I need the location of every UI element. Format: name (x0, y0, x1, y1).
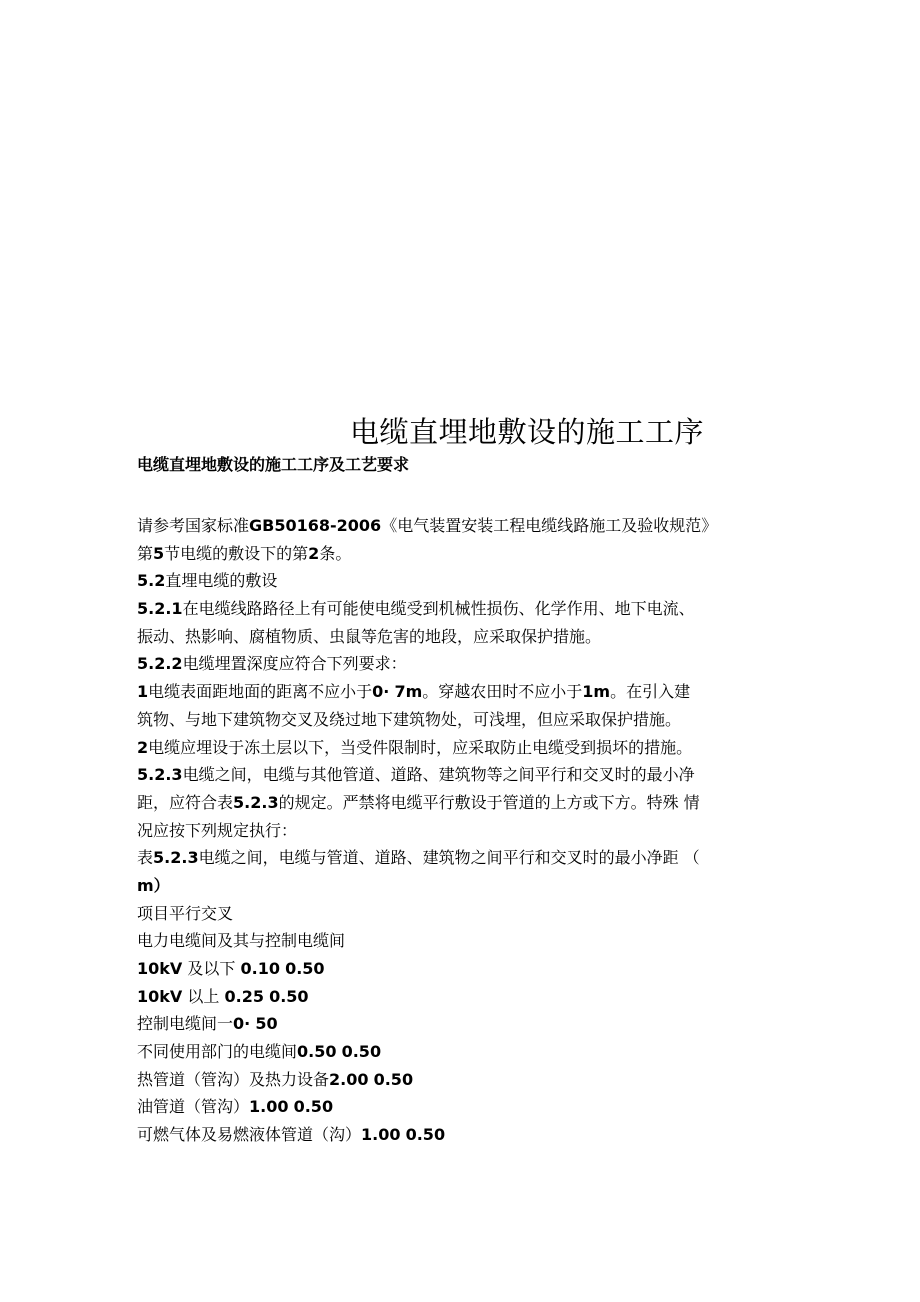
body-line: 振动、热影响、腐植物质、虫鼠等危害的地段，应采取保护措施。 (137, 626, 602, 646)
body-line: 5.2.1在电缆线路路径上有可能使电缆受到机械性损伤、化学作用、地下电流、 (137, 599, 695, 619)
table-row: 不同使用部门的电缆间0.50 0.50 (137, 1042, 382, 1062)
table-row: 热管道（管沟）及热力设备2.00 0.50 (137, 1069, 414, 1089)
table-header-row: 项目平行交叉 (137, 903, 234, 923)
body-line: 况应按下列规定执行： (137, 820, 298, 840)
table-caption: 表5.2.3电缆之间，电缆与管道、道路、建筑物之间平行和交叉时的最小净距 （ (137, 848, 700, 868)
body-line: 5.2.2电缆埋置深度应符合下列要求： (137, 654, 407, 674)
document-body (137, 512, 797, 1149)
body-line: 请参考国家标准GB50168-2006《电气装置安装工程电缆线路施工及验收规范》 (137, 516, 718, 535)
table-row: 10kV 以上 0.25 0.50 (137, 986, 309, 1006)
body-line: 1电缆表面距地面的距离不应小于0· 7m。穿越农田时不应小于1m。在引入建 (137, 682, 691, 702)
section-heading: 5.2直埋电缆的敷设 (137, 571, 278, 591)
table-row: 可燃气体及易燃液体管道（沟）1.00 0.50 (137, 1125, 446, 1145)
table-row: 控制电缆间一0· 50 (137, 1014, 278, 1034)
body-line: 距，应符合表5.2.3的规定。严禁将电缆平行敷设于管道的上方或下方。特殊 情 (137, 792, 700, 812)
table-row: 油管道（管沟）1.00 0.50 (137, 1097, 334, 1117)
table-row: 电力电缆间及其与控制电缆间 (137, 931, 346, 951)
document-title: 电缆直埋地敷设的施工工序 (350, 415, 705, 449)
table-row: 10kV 及以下 0.10 0.50 (137, 959, 325, 978)
body-line: 筑物、与地下建筑物交叉及绕过地下建筑物处，可浅埋，但应采取保护措施。 (137, 709, 682, 729)
document-subtitle: 电缆直埋地敷设的施工工序及工艺要求 (137, 455, 410, 474)
body-line: 5.2.3电缆之间，电缆与其他管道、道路、建筑物等之间平行和交叉时的最小净 (137, 765, 695, 785)
body-line: 2电缆应埋设于冻土层以下，当受件限制时，应采取防止电缆受到损坏的措施。 (137, 737, 693, 757)
table-caption-unit: m） (137, 875, 170, 895)
body-line: 第5节电缆的敷设下的第2条。 (137, 543, 352, 563)
